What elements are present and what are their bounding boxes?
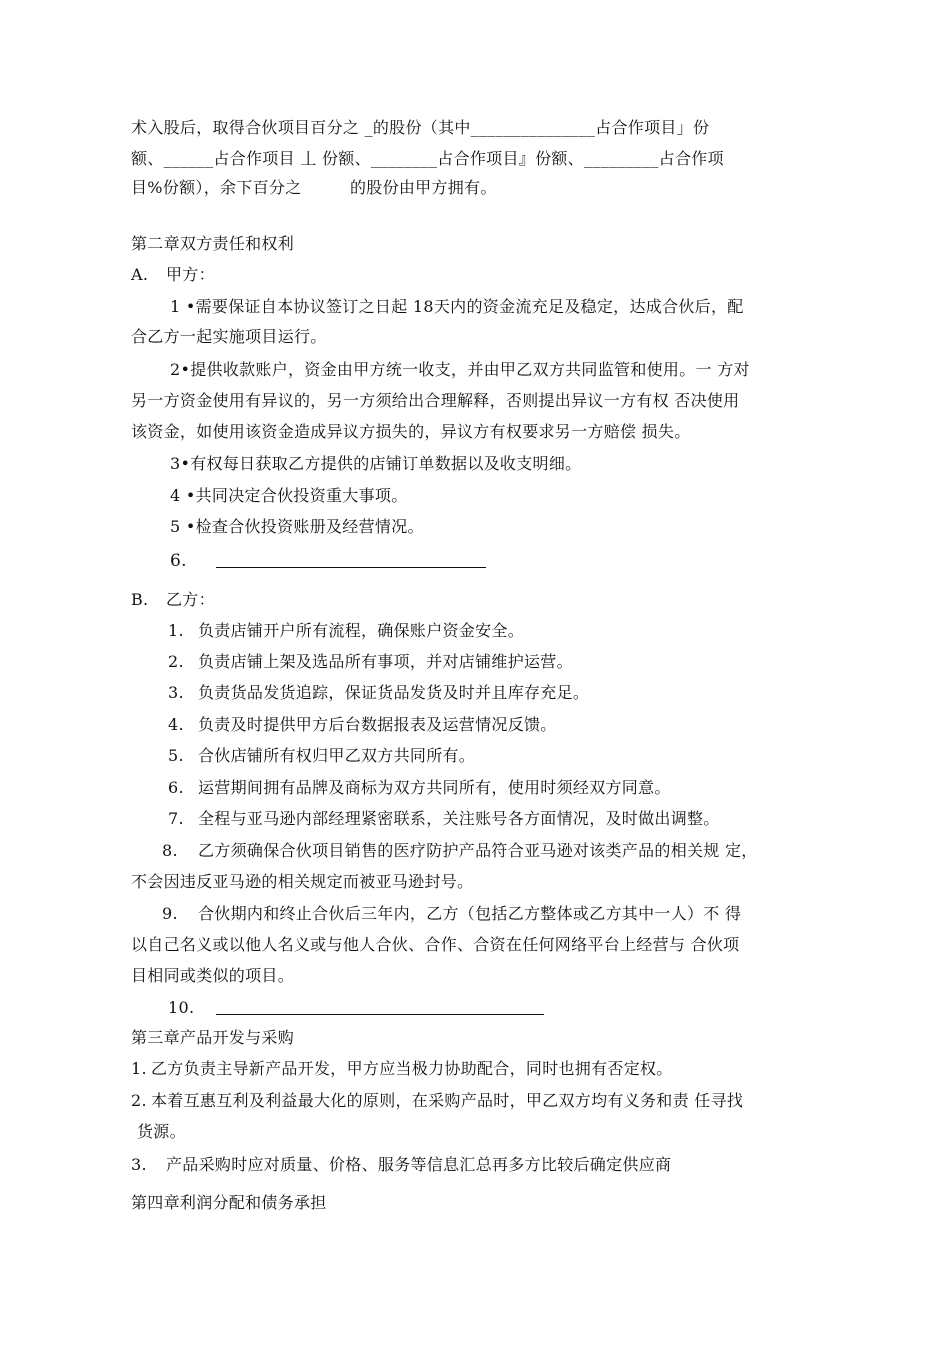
chapter-4-title: 第四章利润分配和债务承担 bbox=[131, 1193, 327, 1212]
party-b-item-1-num: 1. bbox=[168, 621, 184, 640]
intro-line-2: 额、______占合作项目 丄 份额、________占合作项目』份额、_________占合作项 bbox=[131, 149, 724, 168]
party-b-item-9-cont2: 目相同或类似的项目。 bbox=[131, 966, 295, 985]
party-b-item-5: 合伙店铺所有权归甲乙双方共同所有。 bbox=[198, 746, 476, 765]
party-a-item-6: 6. bbox=[170, 551, 187, 571]
party-b-item-7-num: 7. bbox=[168, 809, 184, 828]
party-a-item-2-cont: 另一方资金使用有异议的，另一方须给出合理解释，否则提出异议一方有权 否决使用 bbox=[131, 391, 740, 410]
party-b-item-7: 全程与亚马逊内部经理紧密联系，关注账号各方面情况，及时做出调整。 bbox=[198, 809, 720, 828]
party-b-item-5-num: 5. bbox=[168, 746, 184, 765]
chapter-3-item-2-num: 2. bbox=[131, 1091, 147, 1110]
party-a-item-3: 3•有权每日获取乙方提供的店铺订单数据以及收支明细。 bbox=[170, 454, 582, 473]
party-b-item-8-num: 8. bbox=[162, 841, 178, 860]
party-b-item-1: 负责店铺开户所有流程，确保账户资金安全。 bbox=[198, 621, 525, 640]
party-b-item-9-cont: 以自己名义或以他人名义或与他人合伙、合作、合资在任何网络平台上经营与 合伙项 bbox=[131, 935, 740, 954]
party-b-item-4-num: 4. bbox=[168, 715, 184, 734]
chapter-3-item-2: 本着互惠互利及利益最大化的原则，在采购产品时，甲乙双方均有义务和责 任寻找 bbox=[151, 1091, 744, 1110]
party-a-item-4: 4 •共同决定合伙投资重大事项。 bbox=[170, 486, 408, 505]
party-a-item-5: 5 •检查合伙投资账册及经营情况。 bbox=[170, 517, 424, 536]
party-b-item-9-num: 9. bbox=[162, 904, 178, 923]
party-b-item-6: 运营期间拥有品牌及商标为双方共同所有，使用时须经双方同意。 bbox=[198, 778, 671, 797]
party-b-item-9: 合伙期内和终止合伙后三年内，乙方（包括乙方整体或乙方其中一人）不 得 bbox=[198, 904, 742, 923]
chapter-3-title: 第三章产品开发与采购 bbox=[131, 1028, 295, 1047]
party-b-item-6-num: 6. bbox=[168, 778, 184, 797]
party-a-label: 甲方： bbox=[166, 265, 215, 284]
party-b-marker: B. bbox=[131, 590, 149, 609]
intro-line-1: 术入股后，取得合伙项目百分之 _的股份（其中_______________占合作项目」份 bbox=[131, 118, 710, 137]
intro-line-3: 目%份额），余下百分之 的股份由甲方拥有。 bbox=[131, 178, 497, 197]
party-b-item-2-num: 2. bbox=[168, 652, 184, 671]
party-b-item-2: 负责店铺上架及选品所有事项，并对店铺维护运营。 bbox=[198, 652, 573, 671]
party-a-item-2-cont2: 该资金，如使用该资金造成异议方损失的，异议方有权要求另一方赔偿 损失。 bbox=[131, 422, 691, 441]
chapter-3-item-3-num: 3. bbox=[131, 1155, 147, 1174]
party-a-item-6-blank bbox=[216, 567, 486, 568]
chapter-3-item-3: 产品采购时应对质量、价格、服务等信息汇总再多方比较后确定供应商 bbox=[166, 1155, 672, 1174]
party-a-item-2: 2•提供收款账户，资金由甲方统一收支，并由甲乙双方共同监管和使用。一 方对 bbox=[170, 360, 750, 379]
chapter-3-item-1: 乙方负责主导新产品开发，甲方应当极力协助配合，同时也拥有否定权。 bbox=[151, 1059, 673, 1078]
party-a-item-1-cont: 合乙方一起实施项目运行。 bbox=[131, 327, 327, 346]
party-b-item-3: 负责货品发货追踪，保证货品发货及时并且库存充足。 bbox=[198, 683, 590, 702]
chapter-3-item-1-num: 1. bbox=[131, 1059, 147, 1078]
party-b-item-8: 乙方须确保合伙项目销售的医疗防护产品符合亚马逊对该类产品的相关规 定， bbox=[198, 841, 758, 860]
party-b-item-3-num: 3. bbox=[168, 683, 184, 702]
party-b-item-8-cont: 不会因违反亚马逊的相关规定而被亚马逊封号。 bbox=[131, 872, 474, 891]
party-a-item-1: 1 •需要保证自本协议签订之日起 18天内的资金流充足及稳定，达成合伙后，配 bbox=[170, 297, 744, 316]
chapter-3-item-2-cont: 货源。 bbox=[137, 1122, 186, 1141]
party-b-item-10-num: 10. bbox=[168, 998, 195, 1017]
party-b-item-4: 负责及时提供甲方后台数据报表及运营情况反馈。 bbox=[198, 715, 557, 734]
party-b-label: 乙方： bbox=[166, 590, 215, 609]
chapter-2-title: 第二章双方责任和权利 bbox=[131, 234, 295, 253]
party-a-marker: A. bbox=[131, 265, 149, 284]
party-b-item-10-blank bbox=[216, 1014, 544, 1015]
